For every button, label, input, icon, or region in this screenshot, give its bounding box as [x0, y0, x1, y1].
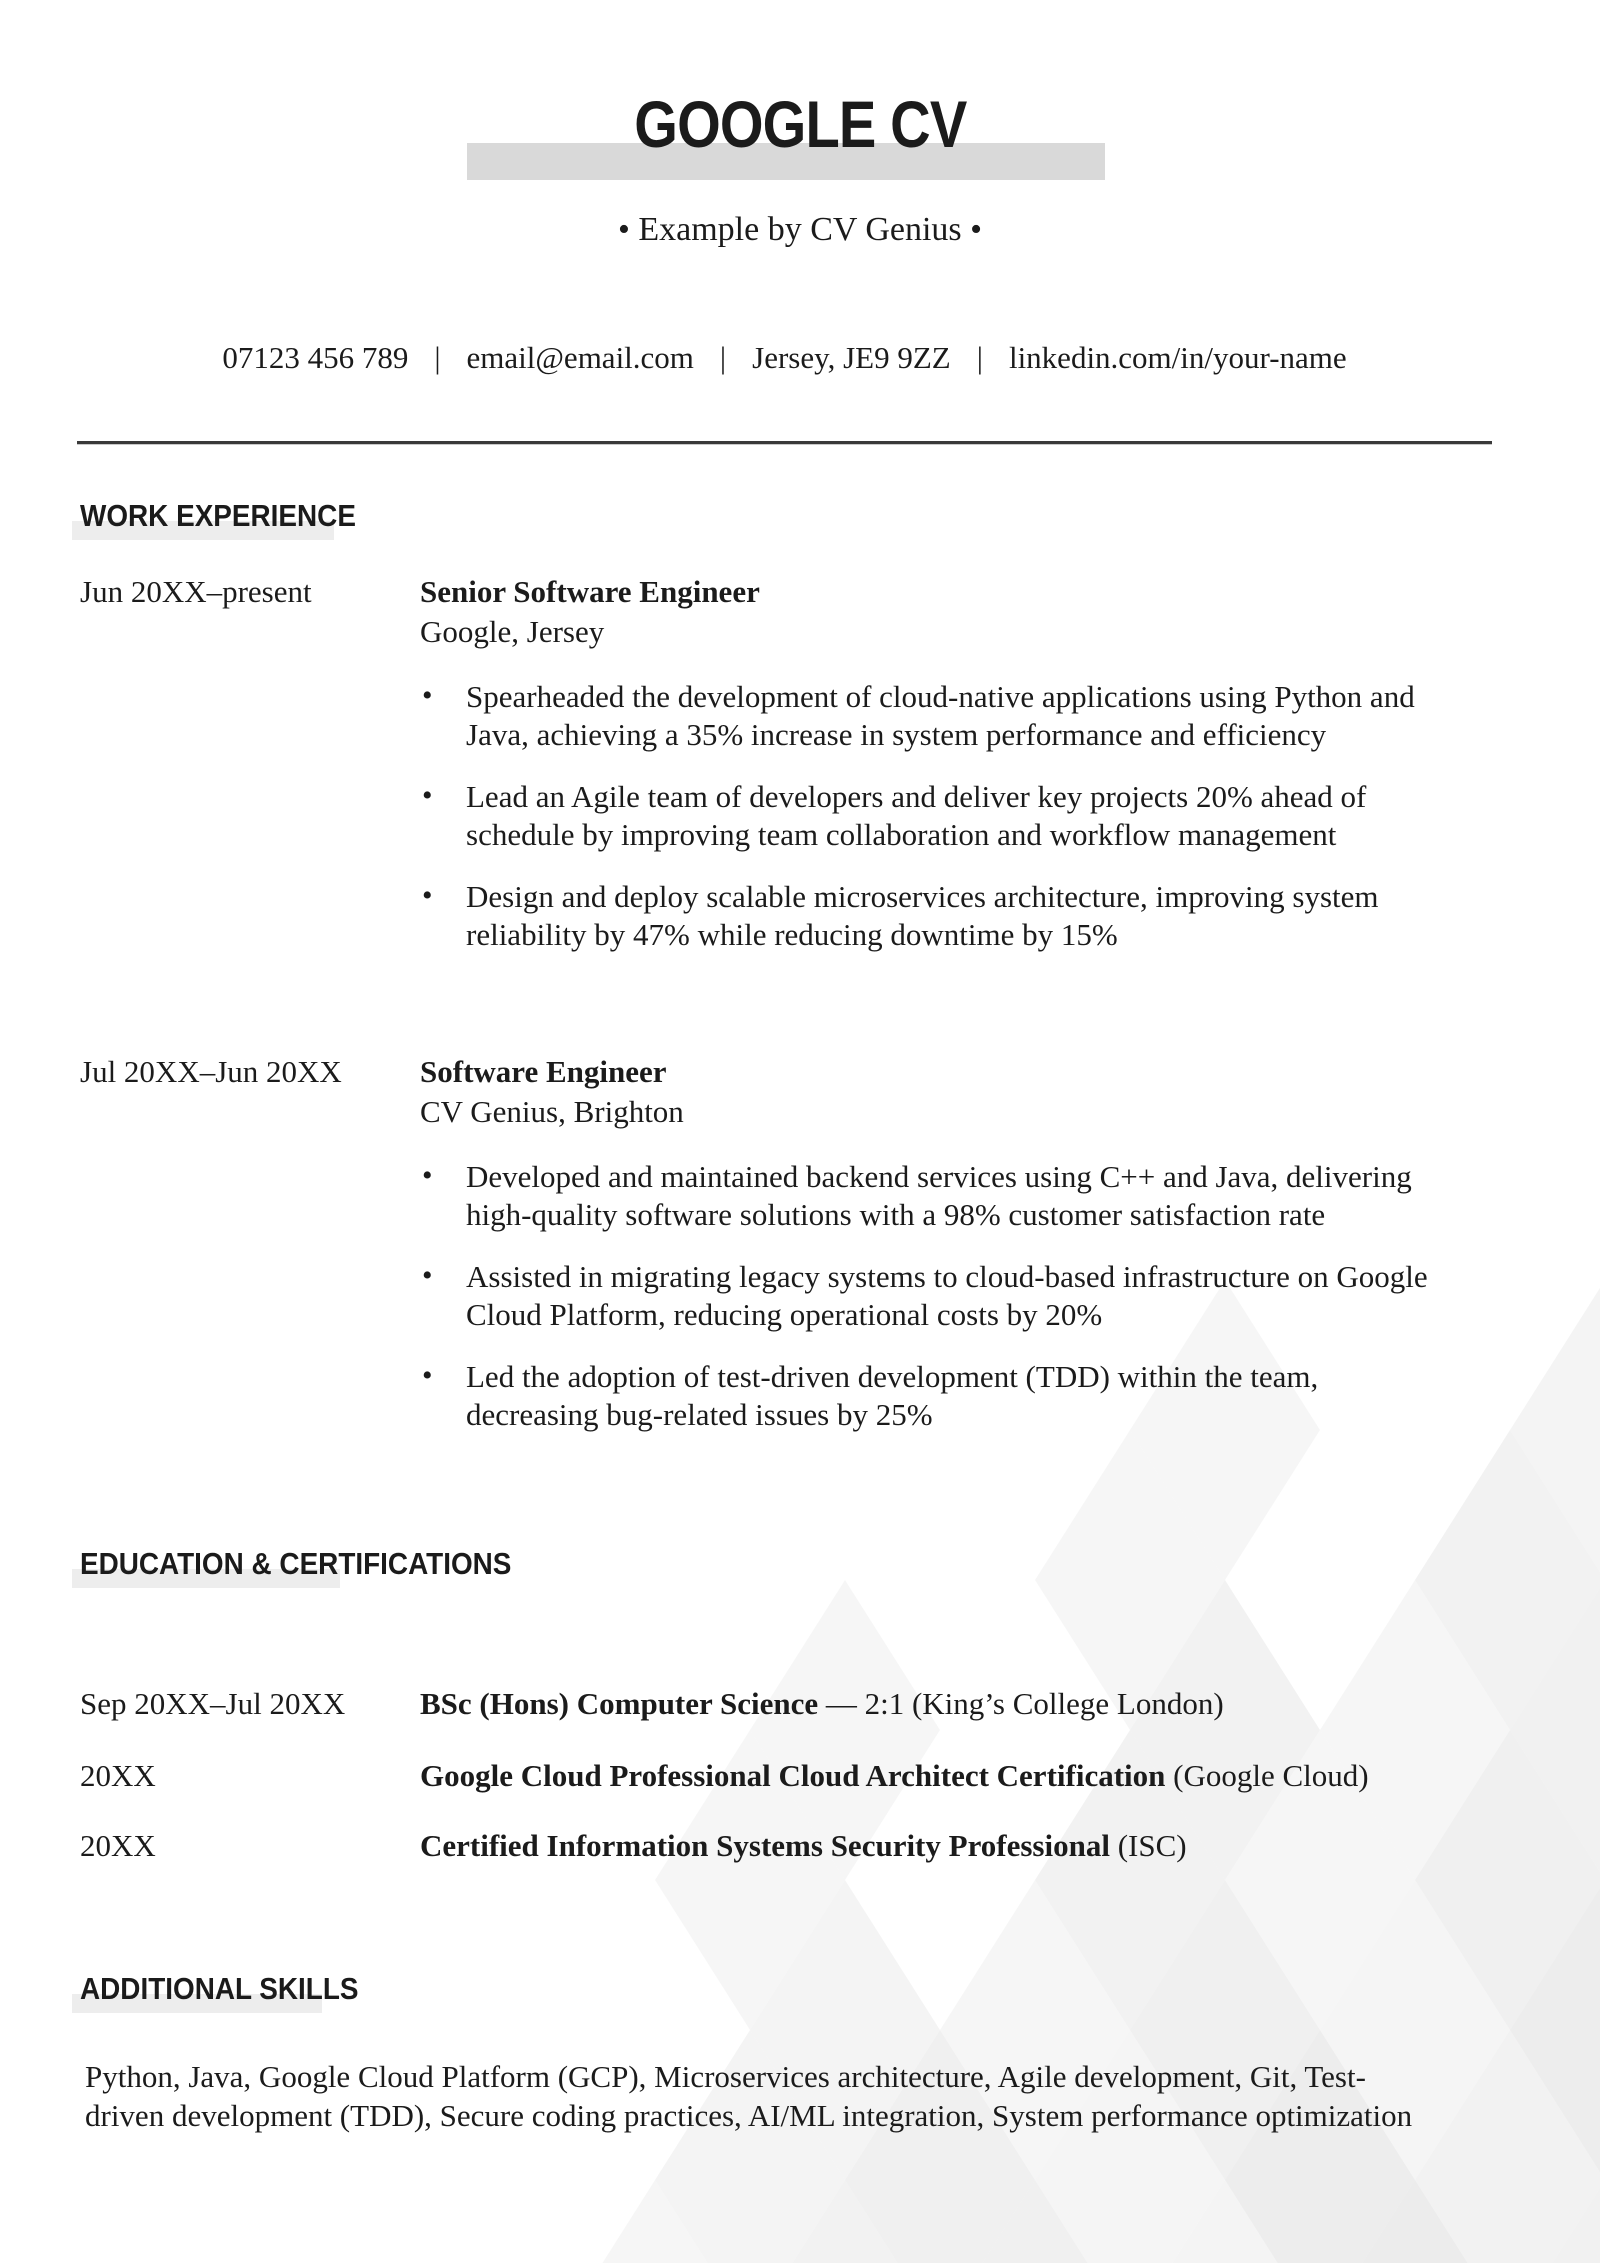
- linkedin-url: linkedin.com/in/your-name: [1008, 340, 1347, 375]
- education-description: [420, 1684, 1590, 1724]
- job-title: Senior Software Engineer: [420, 574, 760, 609]
- job-bullet-list: [420, 678, 1430, 954]
- education-entry: [80, 1756, 1590, 1796]
- job-description: [420, 1052, 1430, 1458]
- job-bullet: • Developed and maintained backend services using C++ and Java, delivering high-quality software solutions with a 98% customer satisfaction rate: [420, 1158, 1430, 1234]
- job-dates: Jun 20XX–present: [80, 574, 312, 609]
- job-entry: [80, 1052, 1430, 1458]
- education-detail: (Google Cloud): [1165, 1758, 1369, 1793]
- job-bullet: • Spearheaded the development of cloud-native applications using Python and Java, achieving a 35% increase in system performance and efficiency: [420, 678, 1430, 754]
- job-company: CV Genius, Brighton: [420, 1094, 684, 1129]
- separator: |: [434, 340, 441, 375]
- education-title: Certified Information Systems Security Professional: [420, 1828, 1110, 1863]
- contact-line: [77, 336, 1492, 380]
- section-heading-work-experience: [80, 499, 387, 533]
- education-dates: Sep 20XX–Jul 20XX: [80, 1686, 346, 1721]
- separator: |: [976, 340, 983, 375]
- phone-number: 07123 456 789: [222, 340, 409, 375]
- separator: |: [719, 340, 727, 375]
- skills-paragraph: Python, Java, Google Cloud Platform (GCP), Microservices architecture, Agile development, Git, Test-driven development (TDD), Secure coding practices, AI/ML integration, System performance optimization: [85, 2059, 1413, 2133]
- job-entry: [80, 572, 1430, 978]
- page-title: [0, 84, 1600, 164]
- header-divider: [77, 441, 1492, 445]
- job-bullet: • Lead an Agile team of developers and deliver key projects 20% ahead of schedule by improving team collaboration and workflow management: [420, 778, 1430, 854]
- heading-text: WORK EXPERIENCE: [80, 498, 356, 533]
- page-title-text: GOOGLE CV: [633, 87, 967, 161]
- job-bullet: • Led the adoption of test-driven development (TDD) within the team, decreasing bug-related issues by 25%: [420, 1358, 1430, 1434]
- education-title: BSc (Hons) Computer Science: [420, 1686, 819, 1721]
- education-entry: [80, 1826, 1590, 1866]
- section-heading-education: [80, 1547, 559, 1581]
- subtitle: • Example by CV Genius •: [617, 211, 983, 248]
- job-title: Software Engineer: [420, 1054, 667, 1089]
- education-dates: 20XX: [80, 1828, 156, 1863]
- education-detail: — 2:1 (King’s College London): [818, 1686, 1224, 1721]
- email-address: email@email.com: [466, 340, 694, 375]
- heading-text: ADDITIONAL SKILLS: [80, 1971, 359, 2006]
- education-entry: [80, 1684, 1590, 1724]
- job-description: [420, 572, 1430, 978]
- heading-text: EDUCATION & CERTIFICATIONS: [80, 1546, 512, 1581]
- job-dates: Jul 20XX–Jun 20XX: [80, 1054, 342, 1089]
- location: Jersey, JE9 9ZZ: [752, 340, 951, 375]
- section-heading-additional-skills: [80, 1972, 389, 2006]
- job-bullet-list: [420, 1158, 1430, 1434]
- education-description: [420, 1826, 1590, 1866]
- job-bullet: • Design and deploy scalable microservices architecture, improving system reliability by 47% while reducing downtime by 15%: [420, 878, 1430, 954]
- job-bullet: • Assisted in migrating legacy systems to cloud-based infrastructure on Google Cloud Platform, reducing operational costs by 20%: [420, 1258, 1430, 1334]
- education-detail: (ISC): [1109, 1828, 1187, 1863]
- job-company: Google, Jersey: [420, 614, 605, 649]
- education-description: [420, 1756, 1590, 1796]
- education-dates: 20XX: [80, 1758, 156, 1793]
- education-title: Google Cloud Professional Cloud Architect Certification: [420, 1758, 1166, 1793]
